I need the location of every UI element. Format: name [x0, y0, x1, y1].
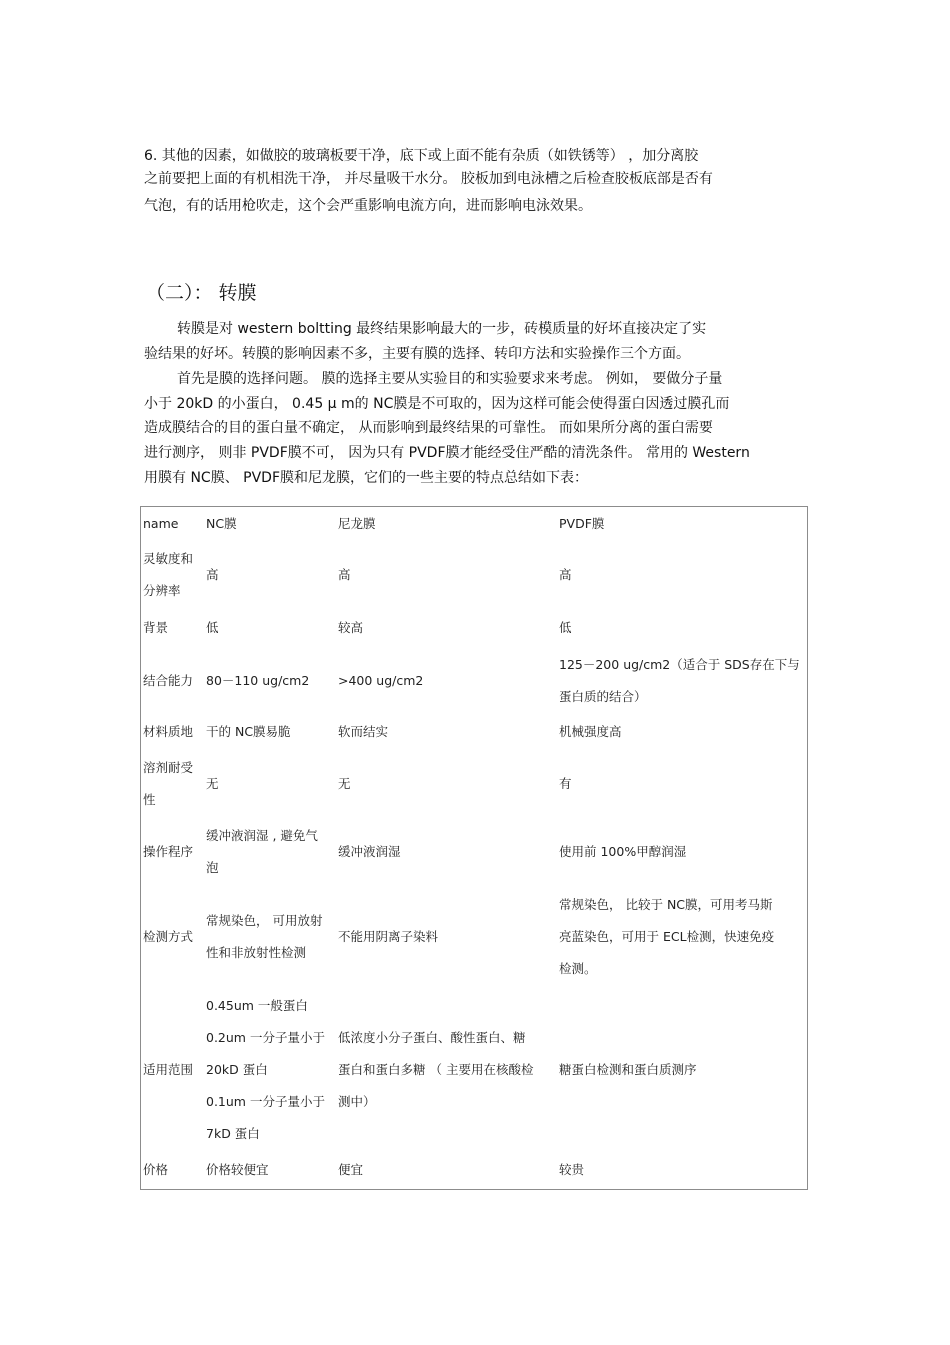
- table-row-6-pvdf-cell: 使用前 100%甲醇润湿: [559, 844, 687, 859]
- table-row-7-nylon-cell: 不能用阴离子染料: [338, 929, 439, 944]
- table-row-6-nc-cell: 缓冲液润湿 , 避免气: [206, 828, 318, 843]
- table-row-6-row-label: 操作程序: [143, 844, 194, 859]
- table-row-5-row-label: 性: [143, 792, 156, 807]
- table-row-3-pvdf-cell: 蛋白质的结合）: [559, 689, 647, 704]
- table-header-nc: NC膜: [206, 516, 237, 531]
- body-line-4: 小于 20kD 的小蛋白， 0.45 μ m的 NC膜是不可取的，因为这样可能会使得蛋白因透过膜孔而: [144, 396, 730, 412]
- table-header-nylon: 尼龙膜: [338, 516, 376, 531]
- table-row-3-pvdf-cell: 125－200 ug/cm2（适合于 SDS存在下与: [559, 657, 800, 672]
- table-row-9-nc-cell: 价格较便宜: [206, 1162, 269, 1177]
- table-row-1-row-label: 灵敏度和: [143, 551, 194, 566]
- table-row-5-row-label: 溶剂耐受: [143, 760, 194, 775]
- table-row-5-nc-cell: 无: [206, 776, 219, 791]
- table-row-4-pvdf-cell: 机械强度高: [559, 724, 622, 739]
- body-line-7: 用膜有 NC膜、 PVDF膜和尼龙膜，它们的一些主要的特点总结如下表：: [144, 470, 588, 486]
- table-row-4-nc-cell: 干的 NC膜易脆: [206, 724, 291, 739]
- table-row-4-row-label: 材料质地: [143, 724, 194, 739]
- table-row-7-pvdf-cell: 检测。: [559, 961, 597, 976]
- table-row-7-row-label: 检测方式: [143, 929, 194, 944]
- table-row-8-nylon-cell: 低浓度小分子蛋白、酸性蛋白、糖: [338, 1030, 526, 1045]
- table-row-7-pvdf-cell: 亮蓝染色，可用于 ECL检测，快速免疫: [559, 929, 775, 944]
- table-row-2-nc-cell: 低: [206, 620, 219, 635]
- body-line-5: 造成膜结合的目的蛋白量不确定， 从而影响到最终结果的可靠性。 而如果所分离的蛋白需要: [144, 420, 713, 436]
- table-row-6-nc-cell: 泡: [206, 860, 219, 875]
- table-row-8-nc-cell: 0.2um 一分子量小于: [206, 1030, 325, 1045]
- table-row-8-nc-cell: 20kD 蛋白: [206, 1062, 268, 1077]
- table-header-pvdf: PVDF膜: [559, 516, 605, 531]
- paragraph-6-line-2: 之前要把上面的有机相洗干净， 并尽量吸干水分。 胶板加到电泳槽之后检查胶板底部是否有: [144, 171, 713, 187]
- table-row-3-nc-cell: 80－110 ug/cm2: [206, 673, 310, 688]
- table-row-1-nc-cell: 高: [206, 567, 219, 582]
- paragraph-6-line-1: 6. 其他的因素，如做胶的玻璃板要干净，底下或上面不能有杂质（如铁锈等） ，加分离胶: [144, 148, 699, 164]
- table-row-9-row-label: 价格: [143, 1162, 169, 1177]
- body-line-3: 首先是膜的选择问题。 膜的选择主要从实验目的和实验要求来考虑。 例如， 要做分子量: [177, 371, 723, 387]
- membrane-comparison-table: [140, 506, 808, 1190]
- table-row-1-pvdf-cell: 高: [559, 567, 572, 582]
- table-row-9-nylon-cell: 便宜: [338, 1162, 364, 1177]
- table-row-2-pvdf-cell: 低: [559, 620, 572, 635]
- table-row-3-row-label: 结合能力: [143, 673, 194, 688]
- table-row-9-pvdf-cell: 较贵: [559, 1162, 585, 1177]
- table-row-7-pvdf-cell: 常规染色， 比较于 NC膜，可用考马斯: [559, 897, 773, 912]
- paragraph-6-line-3: 气泡，有的话用枪吹走，这个会严重影响电流方向，进而影响电泳效果。: [144, 198, 592, 214]
- table-row-5-nylon-cell: 无: [338, 776, 351, 791]
- section-heading: （二）： 转膜: [146, 282, 257, 304]
- table-row-8-row-label: 适用范围: [143, 1062, 194, 1077]
- table-row-4-nylon-cell: 软而结实: [338, 724, 389, 739]
- table-row-8-nylon-cell: 测中）: [338, 1094, 376, 1109]
- table-row-6-nylon-cell: 缓冲液润湿: [338, 844, 401, 859]
- table-row-7-nc-cell: 性和非放射性检测: [206, 945, 307, 960]
- table-row-8-nylon-cell: 蛋白和蛋白多糖 （ 主要用在核酸检: [338, 1062, 534, 1077]
- table-row-1-row-label: 分辨率: [143, 583, 181, 598]
- table-row-8-nc-cell: 7kD 蛋白: [206, 1126, 260, 1141]
- body-line-1: 转膜是对 western boltting 最终结果影响最大的一步，砖模质量的好坏直接决定了实: [177, 321, 707, 337]
- table-row-2-row-label: 背景: [143, 620, 169, 635]
- table-row-8-nc-cell: 0.1um 一分子量小于: [206, 1094, 325, 1109]
- table-row-3-nylon-cell: >400 ug/cm2: [338, 673, 424, 688]
- table-header-name: name: [143, 516, 179, 531]
- table-row-7-nc-cell: 常规染色， 可用放射: [206, 913, 323, 928]
- table-row-2-nylon-cell: 较高: [338, 620, 364, 635]
- table-row-8-pvdf-cell: 糖蛋白检测和蛋白质测序: [559, 1062, 697, 1077]
- table-row-1-nylon-cell: 高: [338, 567, 351, 582]
- body-line-6: 进行测序， 则非 PVDF膜不可， 因为只有 PVDF膜才能经受住严酷的清洗条件。 常用的 Western: [144, 445, 750, 461]
- body-line-2: 验结果的好坏。转膜的影响因素不多，主要有膜的选择、转印方法和实验操作三个方面。: [144, 346, 690, 362]
- table-row-8-nc-cell: 0.45um 一般蛋白: [206, 998, 308, 1013]
- table-row-5-pvdf-cell: 有: [559, 776, 572, 791]
